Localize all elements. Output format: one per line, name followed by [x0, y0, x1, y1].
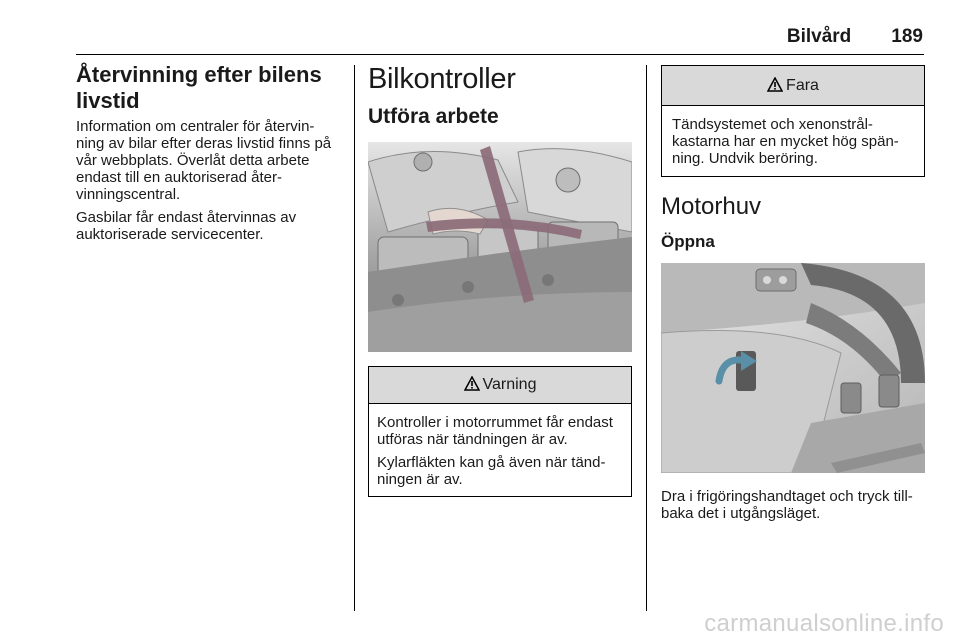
danger-box-header	[662, 66, 924, 106]
column-divider-2	[646, 65, 647, 611]
open-heading: Öppna	[661, 232, 715, 251]
warning-paragraph-1: Kontroller i motorrummet får endast utföras när tändningen är av.	[377, 414, 613, 448]
warning-box-body	[369, 404, 631, 496]
warning-triangle-icon	[767, 68, 783, 107]
column-bonnet	[661, 65, 925, 522]
page-number: 189	[891, 26, 923, 47]
bonnet-release-illustration	[661, 263, 925, 473]
chapter-title: Bilkontroller	[368, 63, 516, 95]
bonnet-release-photo	[661, 263, 925, 473]
recycling-paragraph-1: Information om centraler för återvin-ning av bilar efter deras livstid finns på vår webbplats. Överlåt detta arbete endast till en auktoriserad åter-vinningscentral.	[76, 118, 332, 203]
column-divider-1	[354, 65, 355, 611]
recycling-paragraph-2: Gasbilar får endast återvinnas av auktoriserade servicecenter.	[76, 209, 297, 243]
bonnet-heading: Motorhuv	[661, 193, 762, 220]
column-recycling	[76, 62, 342, 243]
danger-box-body	[662, 106, 924, 176]
header-rule	[76, 54, 924, 55]
performing-work-heading: Utföra arbete	[368, 105, 499, 128]
warning-box	[368, 366, 632, 497]
danger-title: Fara	[786, 77, 819, 94]
page-header	[787, 26, 923, 48]
warning-box-header	[369, 367, 631, 404]
column-vehicle-checks	[368, 62, 632, 497]
warning-paragraph-2: Kylarfläkten kan gå även när tänd-ningen är av.	[377, 454, 606, 488]
warning-triangle-icon	[464, 369, 480, 405]
header-section-title: Bilvård	[786, 26, 852, 47]
engine-bay-illustration	[368, 142, 632, 352]
warning-title: Varning	[482, 376, 537, 393]
recycling-heading: Återvinning efter bilens livstid	[76, 62, 322, 113]
danger-paragraph: Tändsystemet och xenonstrål-kastarna har en mycket hög spän-ning. Undvik beröring.	[672, 116, 899, 167]
bonnet-caption: Dra i frigöringshandtaget och tryck till-baka det i utgångsläget.	[661, 488, 913, 522]
engine-bay-photo	[368, 142, 632, 352]
danger-box	[661, 65, 925, 177]
watermark: carmanualsonline.info	[704, 610, 944, 637]
